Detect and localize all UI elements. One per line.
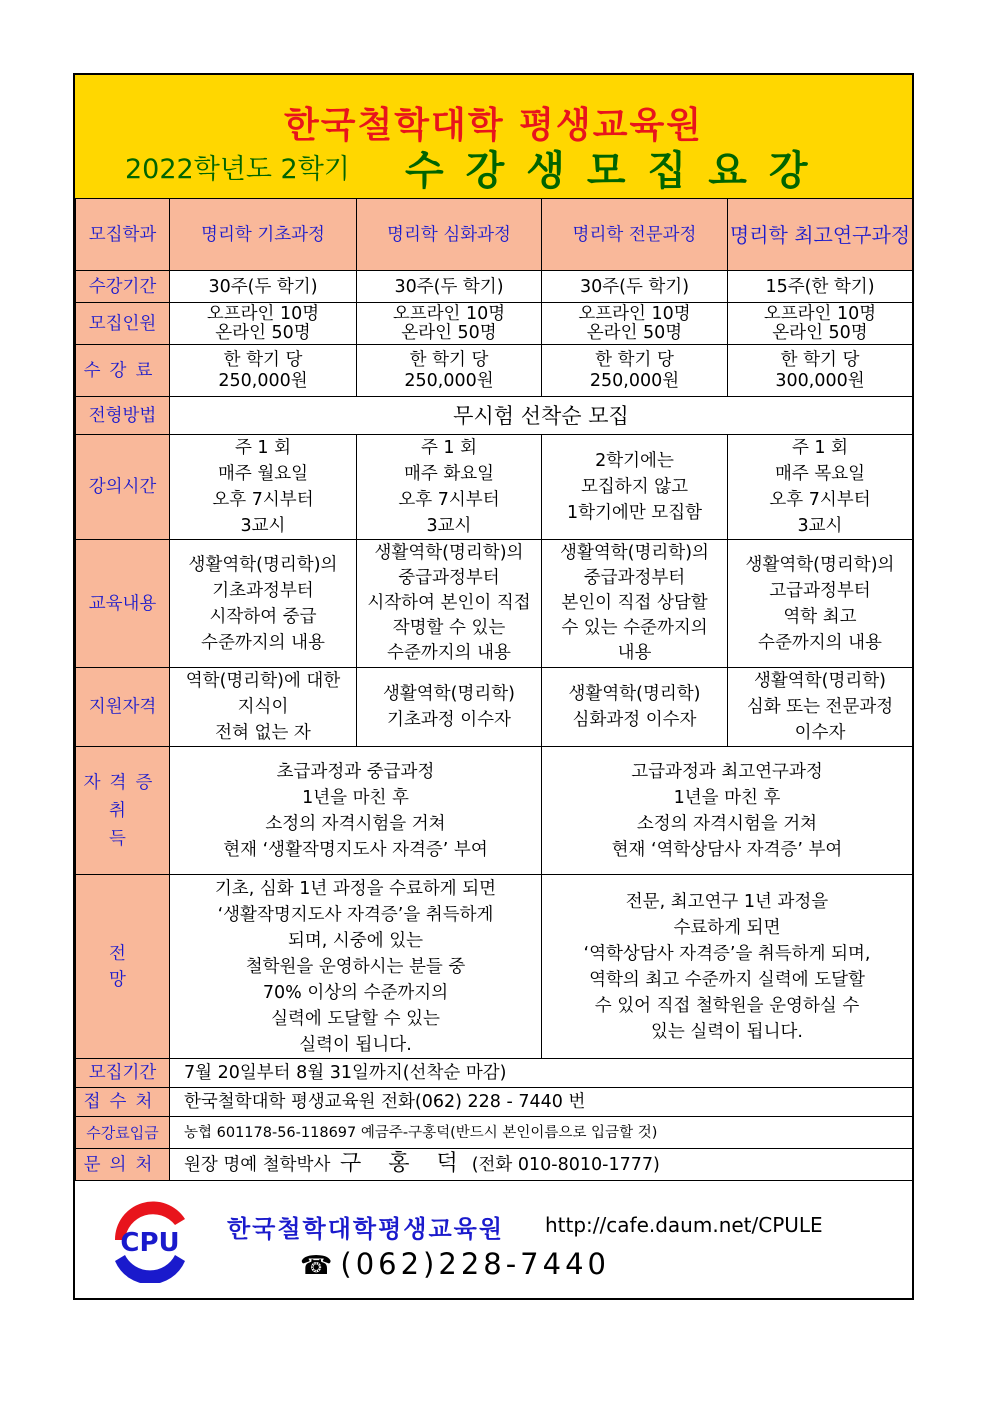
row-payment bbox=[76, 1117, 913, 1149]
logo-text: CPU bbox=[120, 1228, 180, 1258]
period-value: 30주(두 학기) bbox=[170, 271, 357, 303]
row-period bbox=[76, 271, 913, 303]
outlook-value-left: 기초, 심화 1년 과정을 수료하게 되면 ‘생활작명지도사 자격증’을 취득하게 되며, 시중에 있는 철학원을 운영하시는 분들 중 70% 이상의 수준까지의 실력에 도달할 수 있는 실력이 됩니다. bbox=[170, 875, 542, 1059]
row-recruit-period bbox=[76, 1059, 913, 1088]
fee-value: 한 학기 당 250,000원 bbox=[542, 345, 728, 397]
inquiry-value: 원장 명예 철학박사 구 홍 덕 (전화 010-8010-1777) bbox=[170, 1149, 913, 1181]
footer-url[interactable]: http://cafe.daum.net/CPULE bbox=[545, 1213, 823, 1237]
eligibility-value: 생활역학(명리학) 심화과정 이수자 bbox=[542, 668, 728, 747]
label-outlook: 전망 bbox=[76, 875, 170, 1059]
eligibility-value: 역학(명리학)에 대한 지식이 전혀 없는 자 bbox=[170, 668, 357, 747]
row-schedule bbox=[76, 435, 913, 540]
schedule-value: 주 1 회 매주 목요일 오후 7시부터 3교시 bbox=[728, 435, 913, 540]
certificate-value-right: 고급과정과 최고연구과정 1년을 마친 후 소정의 자격시험을 거쳐 현재 ‘역학상담사 자격증’ 부여 bbox=[542, 747, 913, 875]
period-value: 30주(두 학기) bbox=[542, 271, 728, 303]
info-table bbox=[75, 198, 913, 1181]
course-research: 명리학 최고연구과정 bbox=[728, 199, 913, 271]
recruit-period-value: 7월 20일부터 8월 31일까지(선착순 마감) bbox=[170, 1059, 913, 1088]
schedule-value: 2학기에는 모집하지 않고 1학기에만 모집함 bbox=[542, 435, 728, 540]
schedule-value: 주 1 회 매주 월요일 오후 7시부터 3교시 bbox=[170, 435, 357, 540]
row-capacity bbox=[76, 303, 913, 345]
footer bbox=[75, 1183, 912, 1298]
label-eligibility: 지원자격 bbox=[76, 668, 170, 747]
telephone-icon: ☎ bbox=[300, 1251, 337, 1281]
capacity-value: 오프라인 10명 온라인 50명 bbox=[170, 303, 357, 345]
label-schedule: 강의시간 bbox=[76, 435, 170, 540]
label-reception: 접수처 bbox=[76, 1088, 170, 1117]
title-institute: 한국철학대학 평생교육원 bbox=[283, 105, 704, 146]
row-fee bbox=[76, 345, 913, 397]
row-selection bbox=[76, 397, 913, 435]
label-content: 교육내용 bbox=[76, 540, 170, 668]
capacity-value: 오프라인 10명 온라인 50명 bbox=[542, 303, 728, 345]
recruitment-sheet bbox=[73, 73, 914, 1300]
row-department bbox=[76, 199, 913, 271]
content-value: 생활역학(명리학)의 기초과정부터 시작하여 중급 수준까지의 내용 bbox=[170, 540, 357, 668]
capacity-value: 오프라인 10명 온라인 50명 bbox=[728, 303, 913, 345]
label-recruit-period: 모집기간 bbox=[76, 1059, 170, 1088]
course-basic: 명리학 기초과정 bbox=[170, 199, 357, 271]
content-value: 생활역학(명리학)의 중급과정부터 본인이 직접 상담할 수 있는 수준까지의 내용 bbox=[542, 540, 728, 668]
outlook-value-right: 전문, 최고연구 1년 과정을 수료하게 되면 ‘역학상담사 자격증’을 취득하게 되며, 역학의 최고 수준까지 실력에 도달할 수 있어 직접 철학원을 운영하실 수 있는 실력이 됩니다. bbox=[542, 875, 913, 1059]
label-fee: 수강료 bbox=[76, 345, 170, 397]
course-advanced: 명리학 전문과정 bbox=[542, 199, 728, 271]
certificate-value-left: 초급과정과 중급과정 1년을 마친 후 소정의 자격시험을 거쳐 현재 ‘생활작명지도사 자격증’ 부여 bbox=[170, 747, 542, 875]
row-content bbox=[76, 540, 913, 668]
label-selection: 전형방법 bbox=[76, 397, 170, 435]
institute-logo bbox=[105, 1197, 195, 1283]
title-recruitment: 수강생모집요강 bbox=[405, 148, 830, 194]
label-department: 모집학과 bbox=[76, 199, 170, 271]
period-value: 15주(한 학기) bbox=[728, 271, 913, 303]
title-term: 2022학년도 2학기 bbox=[125, 154, 350, 185]
reception-value: 한국철학대학 평생교육원 전화(062) 228 - 7440 번 bbox=[170, 1088, 913, 1117]
row-reception bbox=[76, 1088, 913, 1117]
selection-value: 무시험 선착순 모집 bbox=[170, 397, 913, 435]
eligibility-value: 생활역학(명리학) 심화 또는 전문과정 이수자 bbox=[728, 668, 913, 747]
row-eligibility bbox=[76, 668, 913, 747]
row-inquiry bbox=[76, 1149, 913, 1181]
label-inquiry: 문의처 bbox=[76, 1149, 170, 1181]
content-value: 생활역학(명리학)의 고급과정부터 역학 최고 수준까지의 내용 bbox=[728, 540, 913, 668]
label-certificate: 자격증 취득 bbox=[76, 747, 170, 875]
payment-value: 농협 601178-56-118697 예금주-구홍덕(반드시 본인이름으로 입금할 것) bbox=[170, 1117, 913, 1149]
content-value: 생활역학(명리학)의 중급과정부터 시작하여 본인이 직접 작명할 수 있는 수준까지의 내용 bbox=[357, 540, 542, 668]
label-payment: 수강료입금 bbox=[76, 1117, 170, 1149]
fee-value: 한 학기 당 250,000원 bbox=[170, 345, 357, 397]
fee-value: 한 학기 당 300,000원 bbox=[728, 345, 913, 397]
footer-phone: ☎ (062)228-7440 bbox=[300, 1247, 610, 1281]
capacity-value: 오프라인 10명 온라인 50명 bbox=[357, 303, 542, 345]
schedule-value: 주 1 회 매주 화요일 오후 7시부터 3교시 bbox=[357, 435, 542, 540]
row-certificate bbox=[76, 747, 913, 875]
label-period: 수강기간 bbox=[76, 271, 170, 303]
footer-institute: 한국철학대학평생교육원 bbox=[227, 1215, 505, 1243]
eligibility-value: 생활역학(명리학) 기초과정 이수자 bbox=[357, 668, 542, 747]
label-capacity: 모집인원 bbox=[76, 303, 170, 345]
header-banner bbox=[75, 75, 912, 200]
fee-value: 한 학기 당 250,000원 bbox=[357, 345, 542, 397]
period-value: 30주(두 학기) bbox=[357, 271, 542, 303]
row-outlook bbox=[76, 875, 913, 1059]
course-intermediate: 명리학 심화과정 bbox=[357, 199, 542, 271]
